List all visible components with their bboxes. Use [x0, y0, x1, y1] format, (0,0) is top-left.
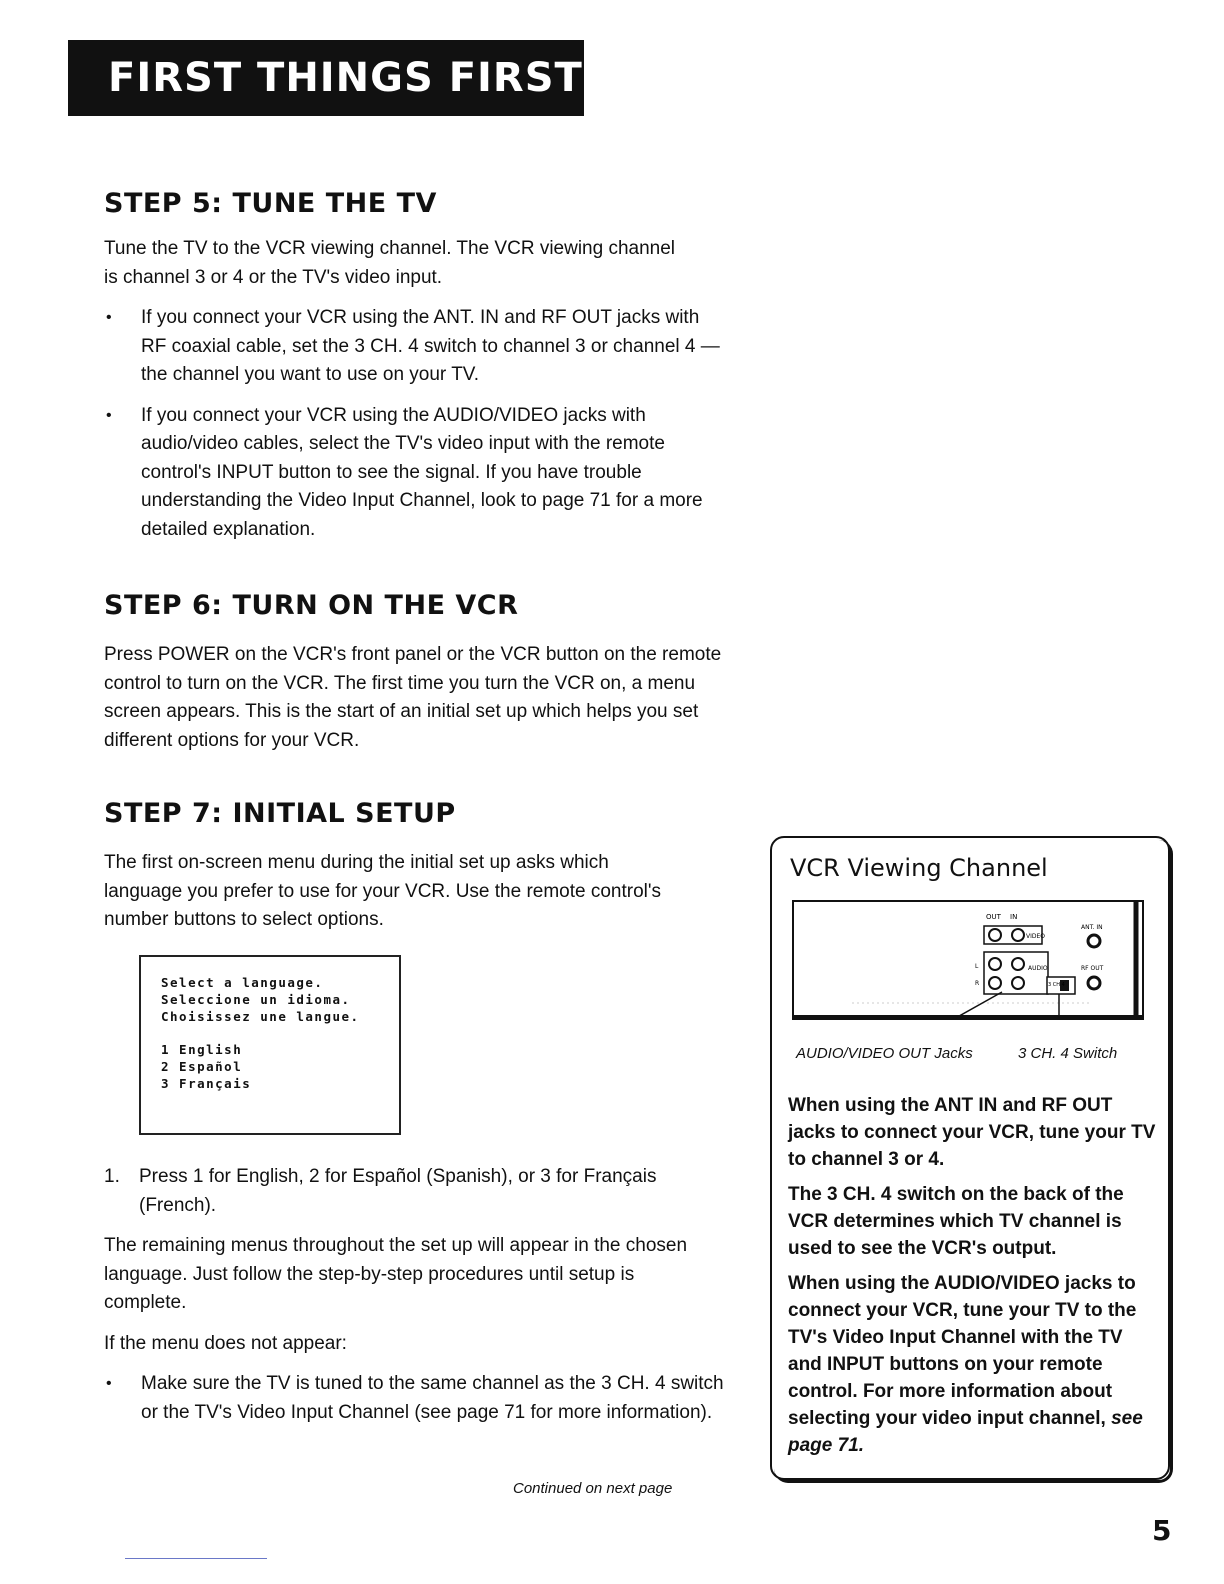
step6-section [104, 590, 734, 755]
diagram-label-switch: 3 CH 4 [1048, 982, 1065, 988]
bottom-rule [125, 1558, 267, 1559]
vcr-viewing-channel-sidebar [770, 836, 1170, 1480]
video-out-jack-icon [989, 929, 1001, 941]
step6-heading: STEP 6: TURN ON THE VCR [104, 590, 519, 621]
section-header-band [68, 40, 584, 116]
step7-heading: STEP 7: INITIAL SETUP [104, 798, 456, 829]
step5-bullet-rf: • If you connect your VCR using the ANT. IN and RF OUT jacks with RF coaxial cable, set the 3 CH. 4 switch to channel 3 or channel 4 — the channel you want to use on your TV. [104, 304, 723, 390]
menu-option-2: 2 Español [161, 1059, 243, 1074]
step7-intro: The first on-screen menu during the initial set up asks which language you prefer to use for your VCR. Use the remote control's number buttons to select options. [104, 852, 662, 930]
sidebar-para-rf: When using the ANT IN and RF OUT jacks to connect your VCR, tune your TV to channel 3 or 4. [788, 1095, 1156, 1170]
continued-note: Continued on next page [513, 1480, 673, 1497]
audio-in-r-jack-icon [1012, 977, 1024, 989]
step6-text: Press POWER on the VCR's front panel or the VCR button on the remote control to turn on the VCR. The first time you turn the VCR on, a menu screen appears. This is the start of an initial set up which helps you set different options for your VCR. [104, 644, 722, 751]
section-title: FIRST THINGS FIRST [108, 55, 583, 101]
diagram-label-rf-out: RF OUT [1081, 965, 1104, 972]
language-menu-screen [139, 955, 401, 1135]
sidebar-para-switch: The 3 CH. 4 switch on the back of the VCR determines which TV channel is used to see the VCR's output. [788, 1184, 1124, 1259]
diagram-label-out: OUT [986, 913, 1001, 921]
vcr-back-panel-diagram [792, 900, 1144, 1020]
diagram-label-video: VIDEO [1026, 933, 1046, 940]
diagram-label-in: IN [1010, 913, 1018, 921]
menu-option-3: 3 Français [161, 1076, 252, 1091]
numbered-item-text: Press 1 for English, 2 for Español (Spanish), or 3 for Français (French). [139, 1166, 657, 1216]
caption-channel-switch: 3 CH. 4 Switch [1018, 1045, 1118, 1062]
step7-continued [104, 1163, 734, 1427]
step5-intro: Tune the TV to the VCR viewing channel. The VCR viewing channel is channel 3 or 4 or the TV's video input. [104, 238, 676, 288]
diagram-label-audio: AUDIO [1028, 965, 1048, 972]
sidebar-title: VCR Viewing Channel [790, 854, 1048, 882]
step7-bullet-check-channel: • Make sure the TV is tuned to the same channel as the 3 CH. 4 switch or the TV's Video Input Channel (see page 71 for more information). [104, 1370, 731, 1427]
ant-in-jack-icon [1088, 935, 1100, 947]
step7-remaining-text: The remaining menus throughout the set up will appear in the chosen language. Just follow the step-by-step procedures until setup is complete. [104, 1235, 688, 1313]
step5-heading: STEP 5: TUNE THE TV [104, 188, 437, 219]
diagram-label-r: R [975, 980, 980, 987]
menu-prompt-spanish: Seleccione un idioma. [161, 992, 351, 1007]
diagram-label-l: L [975, 963, 979, 970]
step7-section [104, 798, 734, 935]
page-number: 5 [1152, 1514, 1172, 1547]
numbered-item-number: 1. [104, 1166, 120, 1187]
caption-av-out-jacks: AUDIO/VIDEO OUT Jacks [796, 1045, 973, 1062]
step7-if-not-text: If the menu does not appear: [104, 1332, 347, 1354]
sidebar-para-av-text: When using the AUDIO/VIDEO jacks to connect your VCR, tune your TV to the TV's Video Input Channel with the TV and INPUT buttons on your remote control. For more information about selecting your video input channel, [788, 1273, 1137, 1429]
sidebar-page-ref: see page 71. [788, 1408, 1143, 1456]
menu-option-1: 1 English [161, 1042, 243, 1057]
step5-bullet-av: • If you connect your VCR using the AUDIO/VIDEO jacks with audio/video cables, select the TV's video input with the remote control's INPUT button to see the signal. If you have trouble understanding the Video Input Channel, look to page 71 for a more detailed explanation. [104, 402, 711, 545]
menu-prompt-english: Select a language. [161, 975, 324, 990]
menu-prompt-french: Choisissez une langue. [161, 1009, 360, 1024]
sidebar-para-av [788, 1270, 1158, 1459]
sidebar-text [788, 1092, 1158, 1467]
video-in-jack-icon [1012, 929, 1024, 941]
diagram-label-ant-in: ANT. IN [1081, 924, 1103, 931]
audio-in-l-jack-icon [1012, 958, 1024, 970]
rf-out-jack-icon [1088, 977, 1100, 989]
audio-out-l-jack-icon [989, 958, 1001, 970]
audio-out-r-jack-icon [989, 977, 1001, 989]
numbered-item [104, 1163, 719, 1220]
step5-section [104, 188, 734, 544]
step7-bullet-list [104, 1370, 734, 1427]
step5-bullet-list [104, 304, 734, 544]
